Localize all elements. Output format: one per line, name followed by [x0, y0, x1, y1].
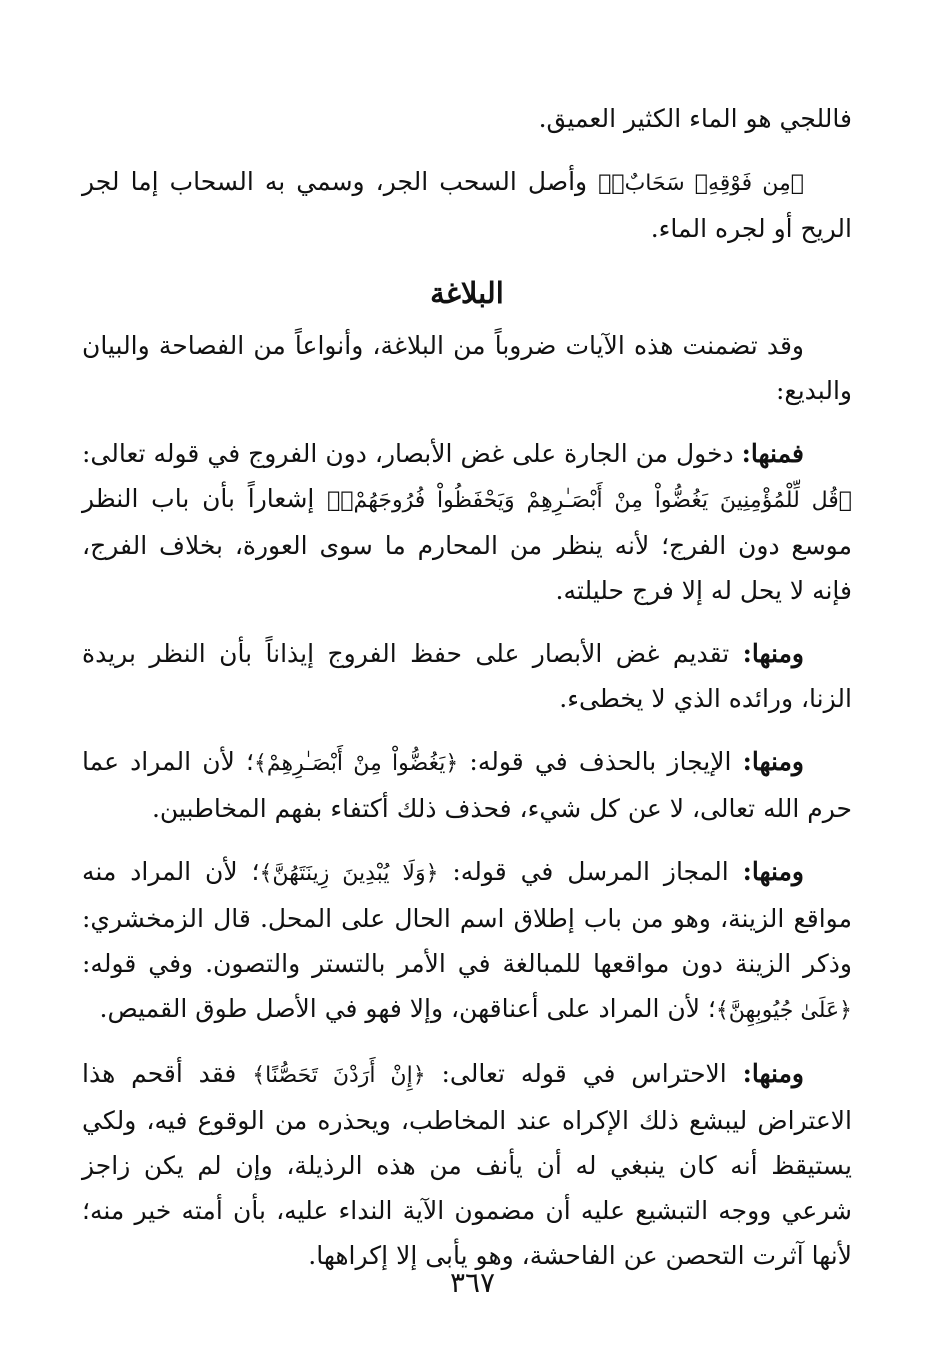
- quran-verse: ﴿قُل لِّلْمُؤْمِنِينَ يَغُضُّواْ مِنْ أَبْصَـٰرِهِمْ وَيَحْفَظُواْ فُرُوجَهُمْۚ﴾: [327, 488, 852, 513]
- point-lead: فمنها:: [741, 439, 804, 468]
- paragraph-text: فقد أقحم هذا الاعتراض ليبشع ذلك الإكراه عند المخاطب، ويحذره من الوقوع فيه، ولكي يستيقظ أنه كان ينبغي له أن يأنف من هذه الرذيلة، وإن لم يكن زاجز شرعي ووجه التبشيع عليه أن مضمون الآية النداء عليه، بأن أمته خير منه؛ لأنها آثرت التحصن عن الفاحشة، وهو يأبى إلا إكراهها.: [82, 1059, 852, 1270]
- page-number: ٣٦٧: [449, 1266, 496, 1299]
- section-heading: البلاغة: [430, 276, 504, 310]
- paragraph-text: ؛ لأن المراد عما حرم الله تعالى، لا عن كل شيء، فحذف ذلك أكتفاء بفهم المخاطبين.: [82, 747, 852, 823]
- point-lead: ومنها:: [742, 639, 804, 668]
- paragraph-lujji: [82, 96, 852, 141]
- paragraph-text: فاللجي هو الماء الكثير العميق.: [538, 104, 852, 133]
- quran-verse: ﴿عَلَىٰ جُيُوبِهِنَّ﴾: [715, 998, 852, 1023]
- quran-verse: ﴿إِنْ أَرَدْنَ تَحَصُّنًا﴾: [252, 1063, 426, 1088]
- paragraph-text: وأصل السحب الجر، وسمي به السحاب إما لجر الريح أو لجره الماء.: [82, 167, 852, 243]
- paragraph-text: الإيجاز بالحذف في قوله:: [458, 747, 743, 776]
- point-lead: ومنها:: [742, 747, 804, 776]
- paragraph-sahab: [82, 159, 852, 251]
- quran-verse: ﴿مِن فَوْقِهِۦ سَحَابٌۚ﴾: [598, 171, 804, 196]
- paragraph-text: إشعاراً بأن باب النظر موسع دون الفرج؛ لأنه ينظر من المحارم ما سوى العورة، بخلاف الفرج، فإنه لا يحل له إلا فرج حليلته.: [82, 484, 852, 605]
- paragraph-text: الاحتراس في قوله تعالى:: [425, 1059, 743, 1088]
- rhetoric-point-2: [82, 631, 852, 721]
- quran-verse: ﴿يَغُضُّواْ مِنْ أَبْصَـٰرِهِمْ﴾: [254, 751, 459, 776]
- paragraph-text: تقديم غض الأبصار على حفظ الفروج إيذاناً بأن النظر بريدة الزنا، ورائده الذي لا يخطىء.: [82, 639, 852, 713]
- point-lead: ومنها:: [742, 857, 805, 886]
- rhetoric-point-4: [82, 849, 852, 1033]
- rhetoric-point-5: [82, 1051, 852, 1278]
- quran-verse: ﴿وَلَا يُبْدِينَ زِينَتَهُنَّ﴾: [259, 861, 439, 886]
- rhetoric-point-3: [82, 739, 852, 831]
- paragraph-text: دخول من الجارة على غض الأبصار، دون الفروج في قوله تعالى:: [82, 439, 742, 468]
- paragraph-text: ؛ لأن المراد على أعناقهن، وإلا فهو في الأصل طوق القميص.: [99, 994, 716, 1023]
- point-lead: ومنها:: [742, 1059, 804, 1088]
- paragraph-text: المجاز المرسل في قوله:: [438, 857, 743, 886]
- intro-paragraph: وقد تضمنت هذه الآيات ضروباً من البلاغة، وأنواعاً من الفصاحة والبيان والبديع:: [82, 331, 852, 405]
- rhetoric-point-1: [82, 431, 852, 613]
- paragraph-text: ؛ لأن المراد منه مواقع الزينة، وهو من باب إطلاق اسم الحال على المحل. قال الزمخشري: وذكر الزينة دون مواقعها للمبالغة في الأمر بالتستر والتصون. وفي قوله:: [82, 857, 852, 978]
- page-body: [82, 96, 852, 1296]
